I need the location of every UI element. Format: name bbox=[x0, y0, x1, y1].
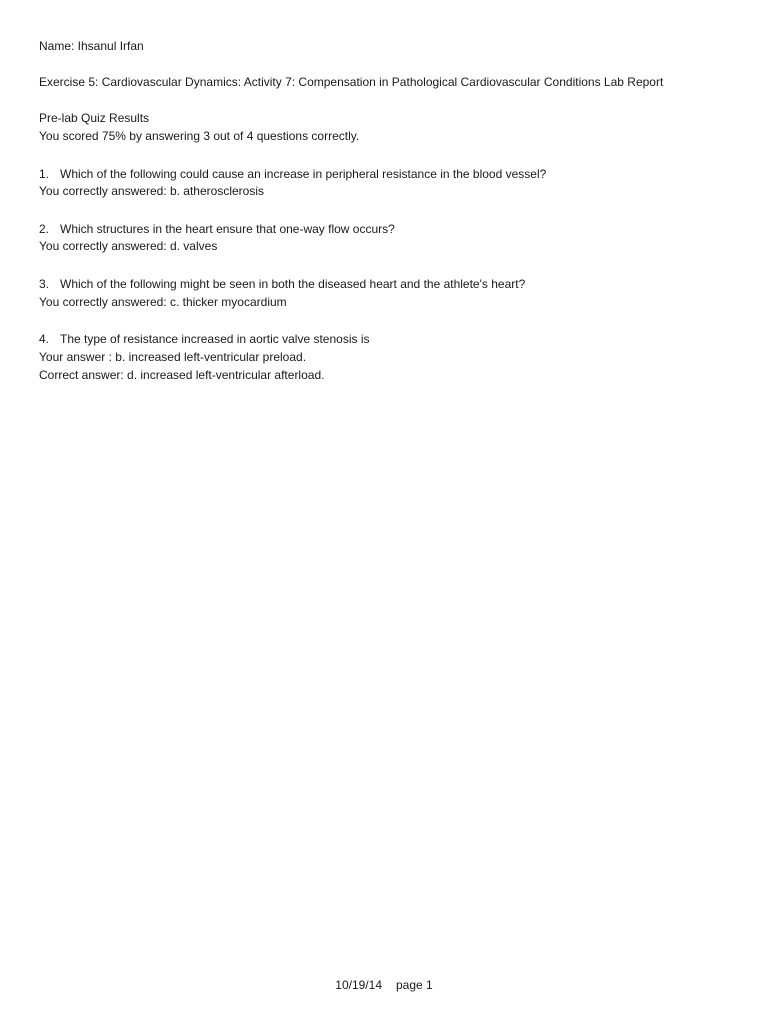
question-text: Which of the following could cause an increase in peripheral resistance in the blood vessel? bbox=[60, 167, 547, 181]
footer-page-number: page 1 bbox=[396, 978, 433, 992]
footer-date: 10/19/14 bbox=[335, 978, 382, 992]
answer-result-1: You correctly answered: b. atherosclerosis bbox=[39, 184, 264, 198]
question-3 bbox=[39, 277, 525, 291]
question-4 bbox=[39, 332, 369, 346]
question-number: 4. bbox=[39, 332, 50, 346]
question-2 bbox=[39, 222, 395, 236]
answer-result-3: You correctly answered: c. thicker myocardium bbox=[39, 295, 287, 309]
quiz-heading: Pre-lab Quiz Results bbox=[39, 111, 150, 125]
question-text: The type of resistance increased in aortic valve stenosis is bbox=[60, 332, 370, 346]
question-number: 3. bbox=[39, 277, 50, 291]
question-number: 2. bbox=[39, 222, 50, 236]
report-title: Exercise 5: Cardiovascular Dynamics: Activity 7: Compensation in Pathological Cardiovascular Conditions Lab Report bbox=[39, 75, 664, 89]
your-answer-4: Your answer : b. increased left-ventricular preload. bbox=[39, 350, 307, 364]
question-1 bbox=[39, 167, 546, 181]
quiz-score: You scored 75% by answering 3 out of 4 questions correctly. bbox=[39, 129, 360, 143]
question-text: Which of the following might be seen in both the diseased heart and the athlete's heart? bbox=[60, 277, 526, 291]
question-number: 1. bbox=[39, 167, 50, 181]
student-name: Name: Ihsanul Irfan bbox=[39, 39, 144, 53]
correct-answer-4: Correct answer: d. increased left-ventricular afterload. bbox=[39, 368, 325, 382]
question-text: Which structures in the heart ensure that one-way flow occurs? bbox=[60, 222, 395, 236]
page-footer bbox=[0, 978, 768, 992]
answer-result-2: You correctly answered: d. valves bbox=[39, 239, 218, 253]
